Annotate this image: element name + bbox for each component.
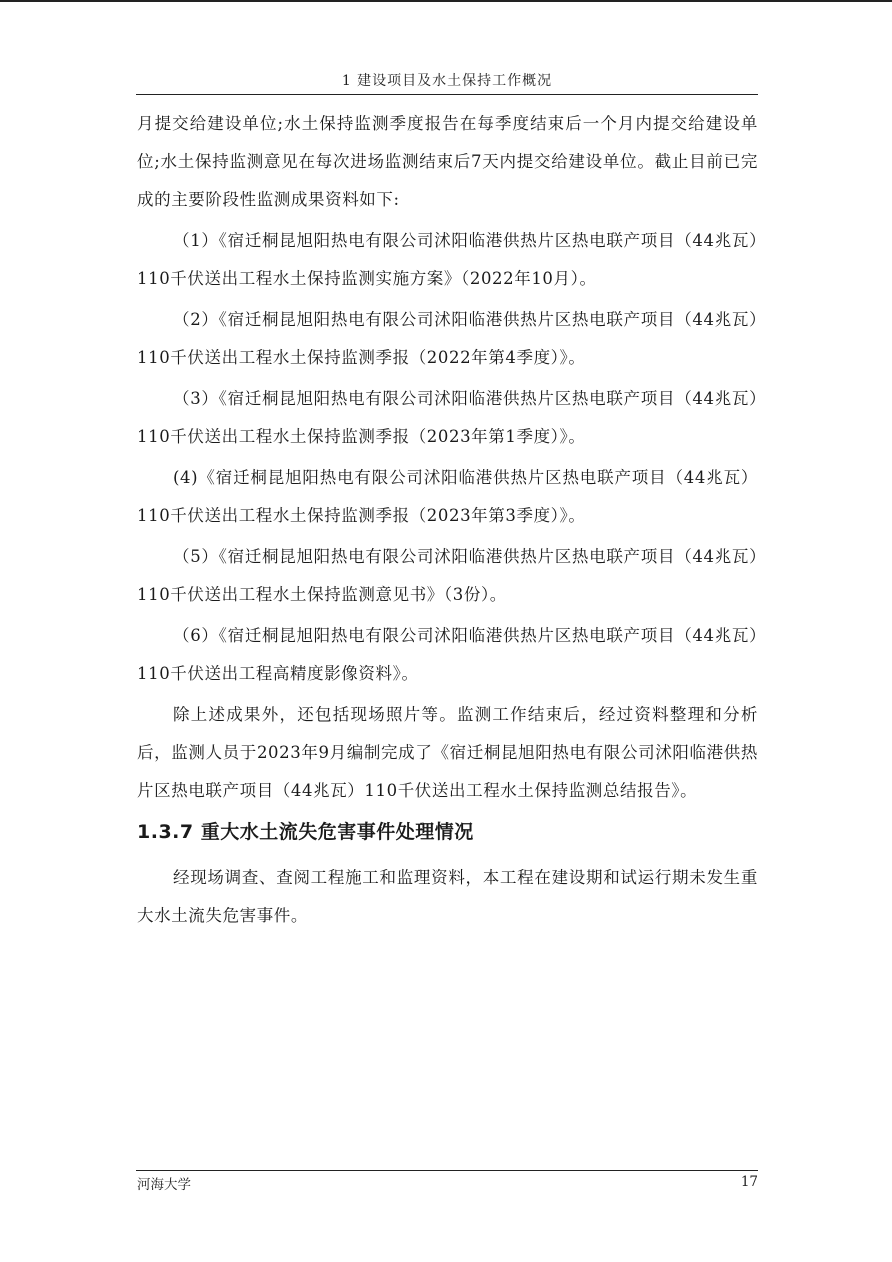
list-item: （3）《宿迁桐昆旭阳热电有限公司沭阳临港供热片区热电联产项目（44兆瓦）110千伏送出工程水土保持监测季报（2023年第1季度）》。 xyxy=(137,389,758,446)
running-header: 1 建设项目及水土保持工作概况 xyxy=(341,73,553,89)
intro-paragraph: 月提交给建设单位;水土保持监测季度报告在每季度结束后一个月内提交给建设单位;水土保持监测意见在每次进场监测结束后7天内提交给建设单位。截止目前已完成的主要阶段性监测成果资料如下: xyxy=(137,114,758,209)
page-number: 17 xyxy=(740,1174,758,1190)
page-body xyxy=(137,105,758,935)
footer-divider xyxy=(136,1170,758,1171)
header-divider xyxy=(136,94,758,95)
list-item: （1）《宿迁桐昆旭阳热电有限公司沭阳临港供热片区热电联产项目（44兆瓦）110千伏送出工程水土保持监测实施方案》（2022年10月）。 xyxy=(137,231,758,288)
list-item: （2）《宿迁桐昆旭阳热电有限公司沭阳临港供热片区热电联产项目（44兆瓦）110千伏送出工程水土保持监测季报（2022年第4季度）》。 xyxy=(137,310,758,367)
footer-organization: 河海大学 xyxy=(137,1177,191,1193)
section-paragraph: 经现场调查、查阅工程施工和监理资料，本工程在建设期和试运行期未发生重大水土流失危害事件。 xyxy=(137,868,758,925)
list-item: （5）《宿迁桐昆旭阳热电有限公司沭阳临港供热片区热电联产项目（44兆瓦）110千伏送出工程水土保持监测意见书》（3份）。 xyxy=(137,547,758,604)
page-top-border xyxy=(0,0,892,2)
list-item: （6）《宿迁桐昆旭阳热电有限公司沭阳临港供热片区热电联产项目（44兆瓦）110千伏送出工程高精度影像资料》。 xyxy=(137,626,758,683)
section-heading: 1.3.7 重大水土流失危害事件处理情况 xyxy=(137,821,474,843)
summary-paragraph: 除上述成果外，还包括现场照片等。监测工作结束后，经过资料整理和分析后，监测人员于2023年9月编制完成了《宿迁桐昆旭阳热电有限公司沭阳临港供热片区热电联产项目（44兆瓦）110千伏送出工程水土保持监测总结报告》。 xyxy=(137,705,758,800)
list-item: (4)《宿迁桐昆旭阳热电有限公司沭阳临港供热片区热电联产项目（44兆瓦）110千伏送出工程水土保持监测季报（2023年第3季度）》。 xyxy=(137,468,758,525)
results-list xyxy=(137,222,758,693)
